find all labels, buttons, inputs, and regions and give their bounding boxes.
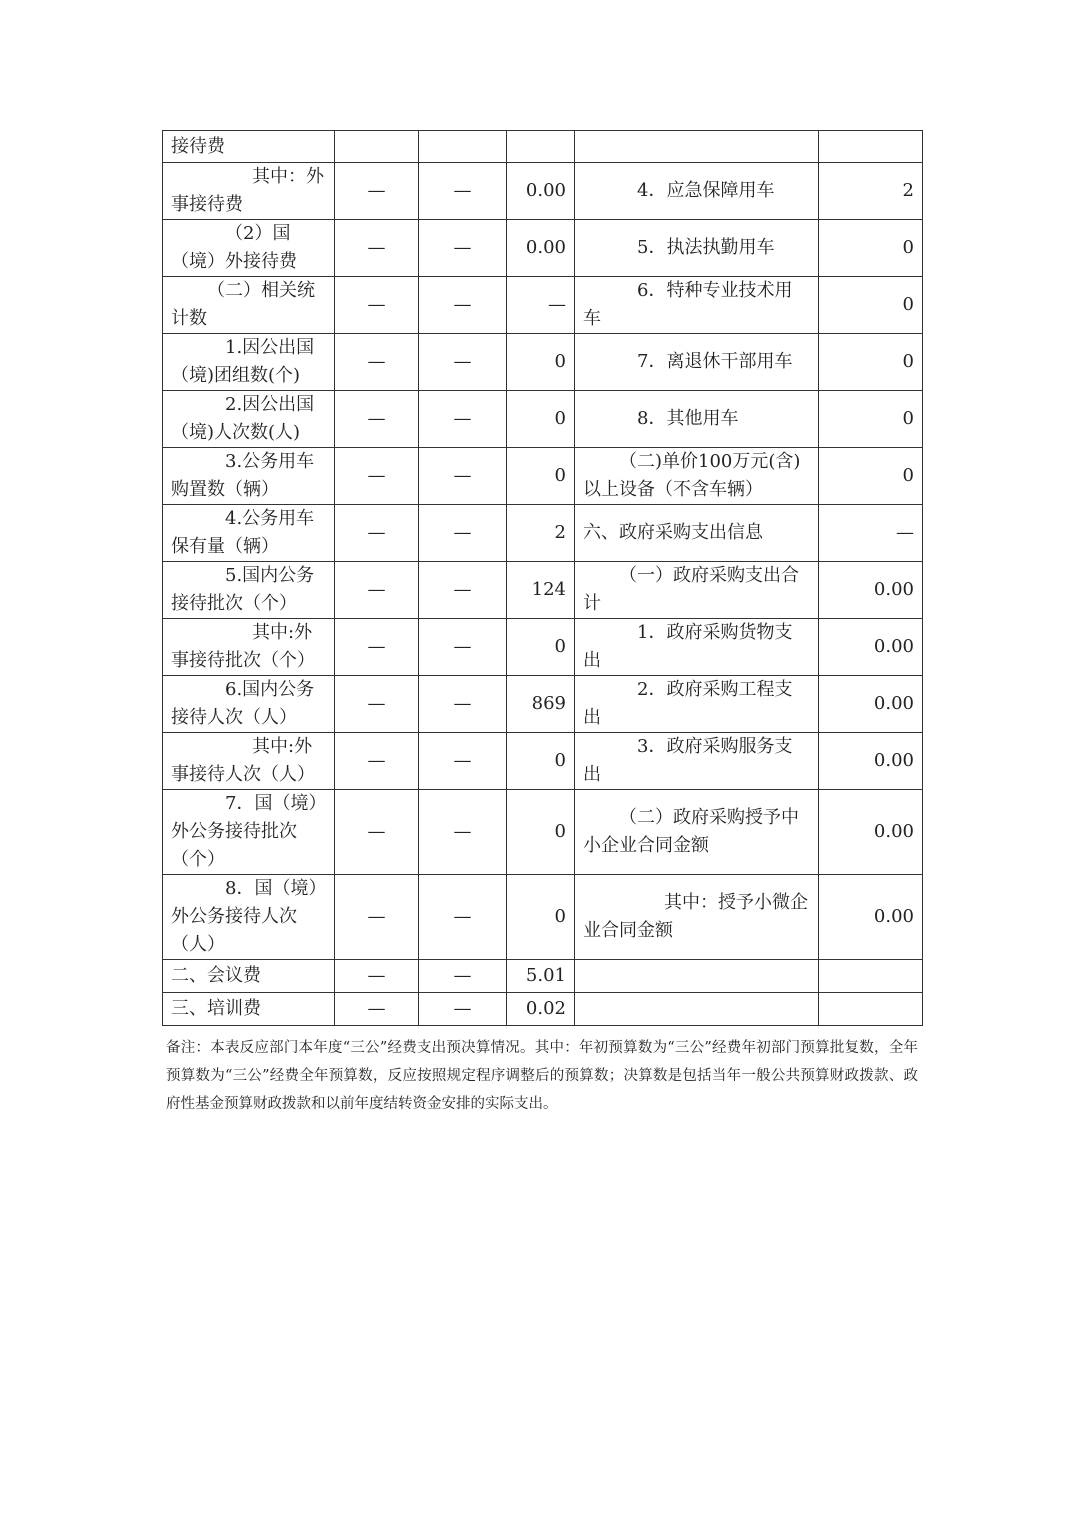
budget-annual-cell-text: — — [367, 465, 386, 486]
right-item-value — [819, 391, 923, 448]
row-item-label — [163, 391, 335, 448]
budget-full-year-cell-text: — — [453, 351, 472, 372]
final-account-cell-text: 869 — [531, 693, 566, 714]
budget-annual-cell-text: — — [367, 522, 386, 543]
budget-annual-cell-text: — — [367, 351, 386, 372]
budget-annual-cell — [335, 505, 419, 562]
right-item-label-text: 2．政府采购工程支出 — [583, 679, 793, 728]
final-account-cell-text: 124 — [531, 579, 566, 600]
final-account-cell — [507, 562, 575, 619]
final-account-cell-text: 0 — [554, 750, 566, 771]
budget-annual-cell — [335, 960, 419, 993]
budget-full-year-cell-text: — — [453, 750, 472, 771]
row-item-label-text: 二、会议费 — [171, 965, 261, 986]
budget-annual-cell-text: — — [367, 237, 386, 258]
budget-full-year-cell-text: — — [453, 965, 472, 986]
budget-full-year-cell — [419, 733, 507, 790]
table-row — [163, 960, 923, 993]
right-item-label — [575, 993, 819, 1026]
budget-full-year-cell-text: — — [453, 237, 472, 258]
table-row — [163, 993, 923, 1026]
budget-annual-cell — [335, 334, 419, 391]
row-item-label-text: （2）国（境）外接待费 — [171, 223, 297, 272]
table-row — [163, 391, 923, 448]
final-account-cell-text: 5.01 — [525, 965, 566, 986]
row-item-label-text: 7．国（境）外公务接待批次（个） — [171, 793, 318, 870]
right-item-label-text: 8．其他用车 — [637, 408, 739, 429]
expense-table — [162, 130, 923, 1026]
row-item-label-text: 8．国（境）外公务接待人次（人） — [171, 878, 318, 955]
right-item-label-text: （一）政府采购支出合计 — [583, 565, 799, 614]
budget-annual-cell-text: — — [367, 579, 386, 600]
budget-annual-cell-text: — — [367, 693, 386, 714]
right-item-value — [819, 505, 923, 562]
row-item-label-text: 1.因公出国（境)团组数(个) — [171, 337, 315, 386]
right-item-value — [819, 277, 923, 334]
final-account-cell-text: — — [548, 294, 566, 315]
budget-annual-cell-text: — — [367, 821, 386, 842]
right-item-value-text: 0.00 — [873, 693, 914, 714]
budget-annual-cell — [335, 790, 419, 875]
budget-full-year-cell — [419, 875, 507, 960]
table-row — [163, 334, 923, 391]
right-item-value — [819, 790, 923, 875]
right-item-label-text: （二)单价100万元(含)以上设备（不含车辆） — [583, 451, 801, 500]
row-item-label — [163, 163, 335, 220]
right-item-value-text: 0 — [902, 408, 914, 429]
budget-full-year-cell — [419, 220, 507, 277]
right-item-label-text: 其中：授予小微企业合同金额 — [583, 892, 808, 941]
final-account-cell-text: 0 — [554, 408, 566, 429]
right-item-value — [819, 163, 923, 220]
budget-full-year-cell — [419, 993, 507, 1026]
row-item-label — [163, 676, 335, 733]
right-item-value-text: 0.00 — [873, 750, 914, 771]
row-item-label — [163, 960, 335, 993]
final-account-cell — [507, 790, 575, 875]
right-item-label — [575, 391, 819, 448]
budget-annual-cell — [335, 131, 419, 163]
row-item-label-text: 其中：外事接待费 — [171, 166, 324, 215]
budget-annual-cell — [335, 875, 419, 960]
table-row — [163, 562, 923, 619]
right-item-label-text: 1．政府采购货物支出 — [583, 622, 793, 671]
table-row — [163, 733, 923, 790]
budget-annual-cell — [335, 562, 419, 619]
right-item-value-text: 0 — [902, 237, 914, 258]
final-account-cell-text: 0.02 — [525, 998, 566, 1019]
row-item-label — [163, 505, 335, 562]
right-item-label — [575, 619, 819, 676]
budget-annual-cell-text: — — [367, 750, 386, 771]
row-item-label-text: 三、培训费 — [171, 998, 261, 1019]
budget-annual-cell — [335, 220, 419, 277]
right-item-label-text: 6．特种专业技术用车 — [583, 280, 793, 329]
right-item-label — [575, 676, 819, 733]
budget-full-year-cell — [419, 334, 507, 391]
row-item-label-text: 其中:外事接待人次（人） — [171, 736, 315, 785]
right-item-label — [575, 790, 819, 875]
budget-annual-cell — [335, 619, 419, 676]
right-item-value — [819, 960, 923, 993]
footnote: 备注：本表反应部门本年度“三公”经费支出预决算情况。其中：年初预算数为“三公”经费年初部门预算批复数，全年预算数为“三公”经费全年预算数，反应按照规定程序调整后的预算数；决算数是包括当年一般公共预算财政拨款、政府性基金预算财政拨款和以前年度结转资金安排的实际支出。 — [166, 1040, 918, 1112]
final-account-cell-text: 2 — [554, 522, 566, 543]
row-item-label-text: 接待费 — [171, 135, 225, 157]
budget-full-year-cell-text: — — [453, 821, 472, 842]
final-account-cell — [507, 875, 575, 960]
budget-full-year-cell — [419, 163, 507, 220]
budget-full-year-cell — [419, 562, 507, 619]
table-row — [163, 790, 923, 875]
right-item-label — [575, 960, 819, 993]
row-item-label — [163, 334, 335, 391]
table-row — [163, 448, 923, 505]
budget-annual-cell-text: — — [367, 180, 386, 201]
final-account-cell-text: 0 — [554, 351, 566, 372]
final-account-cell — [507, 960, 575, 993]
final-account-cell — [507, 505, 575, 562]
row-item-label — [163, 875, 335, 960]
right-item-label-text: （二）政府采购授予中小企业合同金额 — [583, 807, 799, 856]
right-item-value-text: 0.00 — [873, 579, 914, 600]
final-account-cell-text: 0 — [554, 465, 566, 486]
budget-full-year-cell-text: — — [453, 906, 472, 927]
budget-annual-cell — [335, 448, 419, 505]
budget-annual-cell — [335, 163, 419, 220]
right-item-value-text: 2 — [902, 180, 914, 201]
budget-full-year-cell-text: — — [453, 294, 472, 315]
row-item-label — [163, 790, 335, 875]
right-item-value — [819, 220, 923, 277]
final-account-cell — [507, 676, 575, 733]
right-item-label — [575, 131, 819, 163]
row-item-label — [163, 131, 335, 163]
final-account-cell — [507, 220, 575, 277]
budget-full-year-cell-text: — — [453, 693, 472, 714]
right-item-value-text: 0 — [902, 465, 914, 486]
final-account-cell — [507, 163, 575, 220]
budget-full-year-cell — [419, 448, 507, 505]
row-item-label — [163, 993, 335, 1026]
right-item-label — [575, 334, 819, 391]
row-item-label — [163, 733, 335, 790]
row-item-label — [163, 562, 335, 619]
table-row — [163, 220, 923, 277]
final-account-cell-text: 0 — [554, 821, 566, 842]
budget-full-year-cell — [419, 505, 507, 562]
budget-annual-cell-text: — — [367, 998, 386, 1019]
budget-annual-cell — [335, 277, 419, 334]
final-account-cell — [507, 993, 575, 1026]
budget-full-year-cell-text: — — [453, 522, 472, 543]
budget-annual-cell-text: — — [367, 408, 386, 429]
budget-full-year-cell — [419, 131, 507, 163]
table-row — [163, 505, 923, 562]
table-body — [163, 131, 923, 1026]
row-item-label-text: （二）相关统计数 — [171, 280, 315, 329]
right-item-value — [819, 676, 923, 733]
final-account-cell-text: 0 — [554, 906, 566, 927]
table-row — [163, 676, 923, 733]
right-item-label — [575, 220, 819, 277]
row-item-label — [163, 277, 335, 334]
right-item-value-text: 0.00 — [873, 821, 914, 842]
row-item-label-text: 2.因公出国（境)人次数(人) — [171, 394, 315, 443]
row-item-label-text: 5.国内公务接待批次（个） — [171, 565, 315, 614]
right-item-label-text: 5．执法执勤用车 — [637, 237, 775, 258]
budget-annual-cell — [335, 676, 419, 733]
budget-full-year-cell-text: — — [453, 998, 472, 1019]
budget-annual-cell-text: — — [367, 294, 386, 315]
right-item-value — [819, 733, 923, 790]
right-item-value — [819, 875, 923, 960]
right-item-value-text: — — [896, 522, 914, 543]
right-item-label-text: 4．应急保障用车 — [637, 180, 775, 201]
budget-annual-cell — [335, 733, 419, 790]
budget-full-year-cell-text: — — [453, 636, 472, 657]
right-item-label — [575, 163, 819, 220]
right-item-label-text: 3．政府采购服务支出 — [583, 736, 793, 785]
row-item-label — [163, 448, 335, 505]
row-item-label-text: 4.公务用车保有量（辆） — [171, 508, 315, 557]
final-account-cell — [507, 733, 575, 790]
right-item-value — [819, 562, 923, 619]
table-row — [163, 277, 923, 334]
right-item-label — [575, 733, 819, 790]
final-account-cell-text: 0 — [554, 636, 566, 657]
row-item-label-text: 3.公务用车购置数（辆） — [171, 451, 315, 500]
row-item-label — [163, 619, 335, 676]
right-item-label-text: 六、政府采购支出信息 — [583, 522, 763, 543]
right-item-label — [575, 277, 819, 334]
row-item-label-text: 6.国内公务接待人次（人） — [171, 679, 315, 728]
budget-full-year-cell-text: — — [453, 408, 472, 429]
budget-full-year-cell-text: — — [453, 180, 472, 201]
budget-full-year-cell — [419, 277, 507, 334]
budget-annual-cell-text: — — [367, 965, 386, 986]
right-item-label — [575, 505, 819, 562]
final-account-cell-text: 0.00 — [525, 180, 566, 201]
row-item-label-text: 其中:外事接待批次（个） — [171, 622, 315, 671]
right-item-value — [819, 131, 923, 163]
budget-annual-cell-text: — — [367, 906, 386, 927]
budget-annual-cell — [335, 391, 419, 448]
budget-full-year-cell — [419, 619, 507, 676]
right-item-value-text: 0 — [902, 351, 914, 372]
table-row — [163, 619, 923, 676]
budget-full-year-cell — [419, 676, 507, 733]
budget-full-year-cell — [419, 790, 507, 875]
right-item-value-text: 0 — [902, 294, 914, 315]
table-row — [163, 131, 923, 163]
final-account-cell — [507, 448, 575, 505]
final-account-cell — [507, 131, 575, 163]
right-item-value — [819, 993, 923, 1026]
table-row — [163, 875, 923, 960]
budget-full-year-cell — [419, 960, 507, 993]
row-item-label — [163, 220, 335, 277]
budget-annual-cell — [335, 993, 419, 1026]
budget-full-year-cell-text: — — [453, 465, 472, 486]
budget-annual-cell-text: — — [367, 636, 386, 657]
table-row — [163, 163, 923, 220]
final-account-cell — [507, 334, 575, 391]
right-item-value-text: 0.00 — [873, 906, 914, 927]
right-item-label-text: 7．离退休干部用车 — [637, 351, 793, 372]
budget-full-year-cell-text: — — [453, 579, 472, 600]
final-account-cell — [507, 619, 575, 676]
right-item-value — [819, 448, 923, 505]
right-item-value — [819, 334, 923, 391]
final-account-cell — [507, 277, 575, 334]
right-item-value-text: 0.00 — [873, 636, 914, 657]
right-item-value — [819, 619, 923, 676]
final-account-cell-text: 0.00 — [525, 237, 566, 258]
final-account-cell — [507, 391, 575, 448]
budget-full-year-cell — [419, 391, 507, 448]
right-item-label — [575, 562, 819, 619]
right-item-label — [575, 448, 819, 505]
right-item-label — [575, 875, 819, 960]
